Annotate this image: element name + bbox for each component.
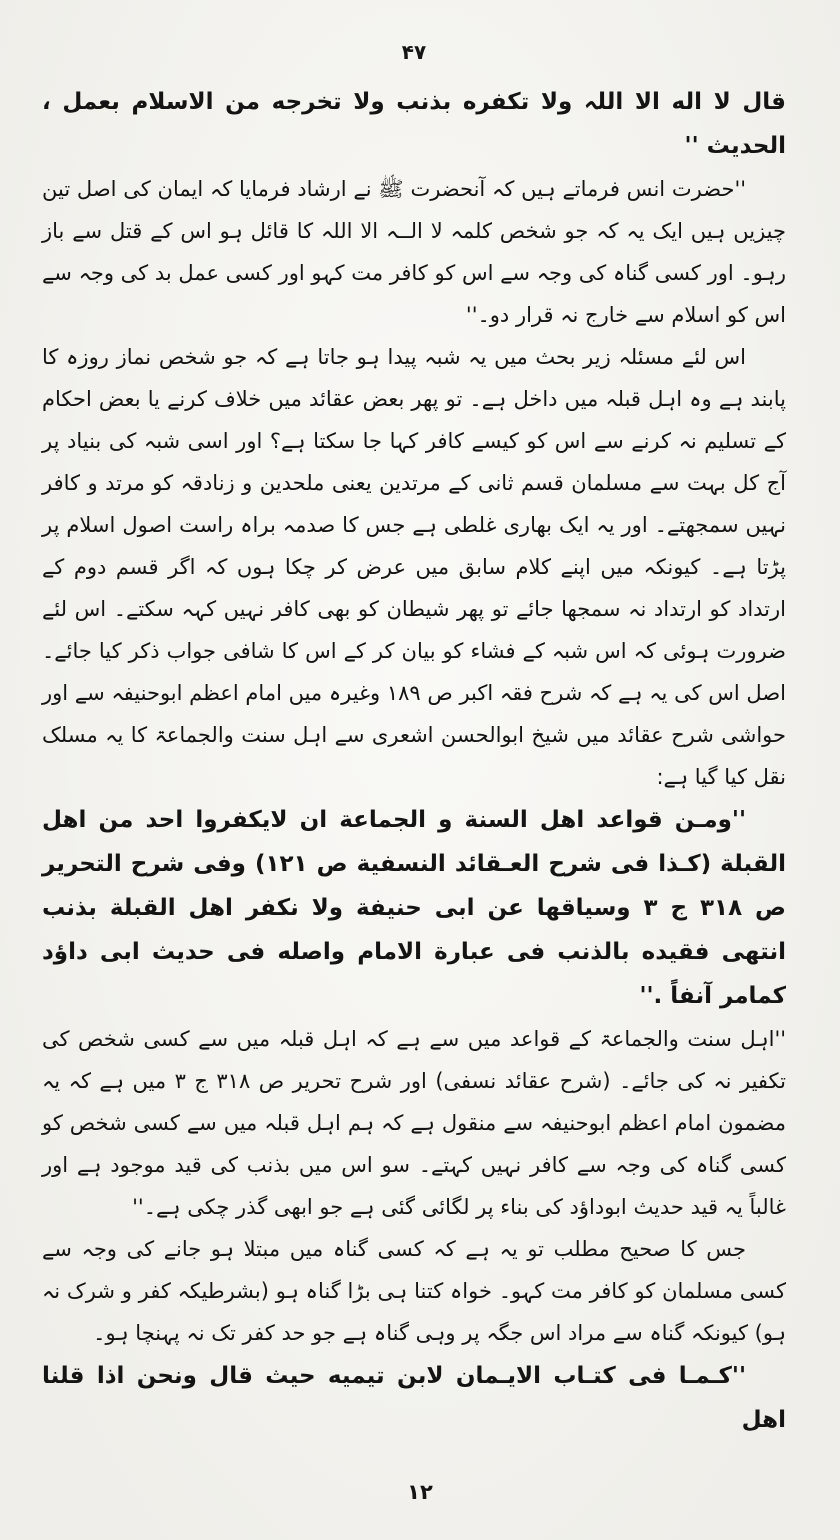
paragraph-explanation: جس کا صحیح مطلب تو یہ ہے کہ کسی گناہ میں مبتلا ہو جانے کی وجہ سے کسی مسلمان کو کافر مت کہو۔ خواہ کتنا ہی بڑا گناہ ہو (بشرطیکہ کفر و شرک نہ ہو) کیونکہ گناہ سے مراد اس جگہ پر وہی گناہ ہے جو حد کفر تک نہ پہنچا ہو۔ [42,1237,786,1345]
paragraph-hadith-arabic: قال لا اله الا اللہ ولا تكفره بذنب ولا تخرجه من الاسلام بعمل ، الحديث '' [42,89,786,159]
paragraph-quote-translation: ''اہل سنت والجماعۃ کے قواعد میں سے ہے کہ اہل قبلہ میں سے کسی شخص کی تکفیر نہ کی جائے۔ (شرح عقائد نسفی) اور شرح تحریر ص ۳۱۸ ج ۳ میں ہے کہ یہ مضمون امام اعظم ابوحنیفہ سے منقول ہے کہ ہم اہل قبلہ میں سے کسی شخص کو کسی گناہ کی وجہ سے کافر نہیں کہتے۔ سو اس میں بذنب کی قید موجود ہے اور غالباً یہ قید حدیث ابوداؤد کی بناء پر لگائی گئی ہے جو ابھی گذر چکی ہے۔'' [42,1027,786,1219]
page-footer-number: ۱۲ [407,1480,433,1504]
paragraph-scholarly-quote-arabic: ''ومـن قواعد اهل السنة و الجماعة ان لايكفروا احد من اهل القبلة (كـذا فى شرح العـقائد النسفية ص ۱۲۱) وفى شرح التحرير ص ۳۱۸ ج ۳ وسياقها عن ابى حنيفة ولا نكفر اهل القبلة بذنب انتهى فقيده بالذنب فى عبارة الامام واصله فى حديث ابى داؤد كمامر آنفاً .'' [42,807,786,1009]
paragraph-closing-quote-arabic: ''كـمـا فى كتـاب الايـمان لابن تيميه حيث قال ونحن اذا قلنا اهل [42,1363,786,1433]
paragraph-hadith-translation: ''حضرت انس فرماتے ہیں کہ آنحضرت ﷺ نے ارشاد فرمایا کہ ایمان کی اصل تین چیزیں ہیں ایک یہ کہ جو شخص کلمہ لا الــہ الا اللہ کا قائل ہو اس کے قتل سے باز رہو۔ اور کسی گناہ کی وجہ سے اس کو کافر مت کہو اور کسی عمل بد کی وجہ سے اس کو اسلام سے خارج نہ قرار دو۔'' [42,177,786,327]
paragraph-discussion: اس لئے مسئلہ زیر بحث میں یہ شبہ پیدا ہو جاتا ہے کہ جو شخص نماز روزہ کا پابند ہے وہ اہل قبلہ میں داخل ہے۔ تو پھر بعض عقائد میں خلاف کرنے یا بعض احکام کے تسلیم نہ کرنے سے اس کو کیسے کافر کہا جا سکتا ہے؟ اور اسی شبہ کی بنیاد پر آج کل بہت سے مسلمان قسم ثانی کے مرتدین یعنی ملحدین و زنادقہ کو مرتد و کافر نہیں سمجھتے۔ اور یہ ایک بھاری غلطی ہے جس کا صدمہ براہ راست اصول اسلام پر پڑتا ہے۔ کیونکہ میں اپنے کلام سابق میں عرض کر چکا ہوں کہ اگر قسم دوم کے ارتداد کو ارتداد نہ سمجھا جائے تو پھر شیطان کو بھی کافر نہیں کہہ سکتے۔ اس لئے ضرورت ہوئی کہ اس شبہ کے فشاء کو بیان کر کے اس کا شافی جواب ذکر کیا جائے۔ اصل اس کی یہ ہے کہ شرح فقہ اکبر ص ۱۸۹ وغیرہ میں امام اعظم ابوحنیفہ سے اور حواشی شرح عقائد میں شیخ ابوالحسن اشعری سے اہل سنت والجماعۃ کا یہ مسلک نقل کیا گیا ہے: [42,345,786,789]
text-block [42,80,786,1442]
page-header-number: ۴۷ [401,40,427,64]
